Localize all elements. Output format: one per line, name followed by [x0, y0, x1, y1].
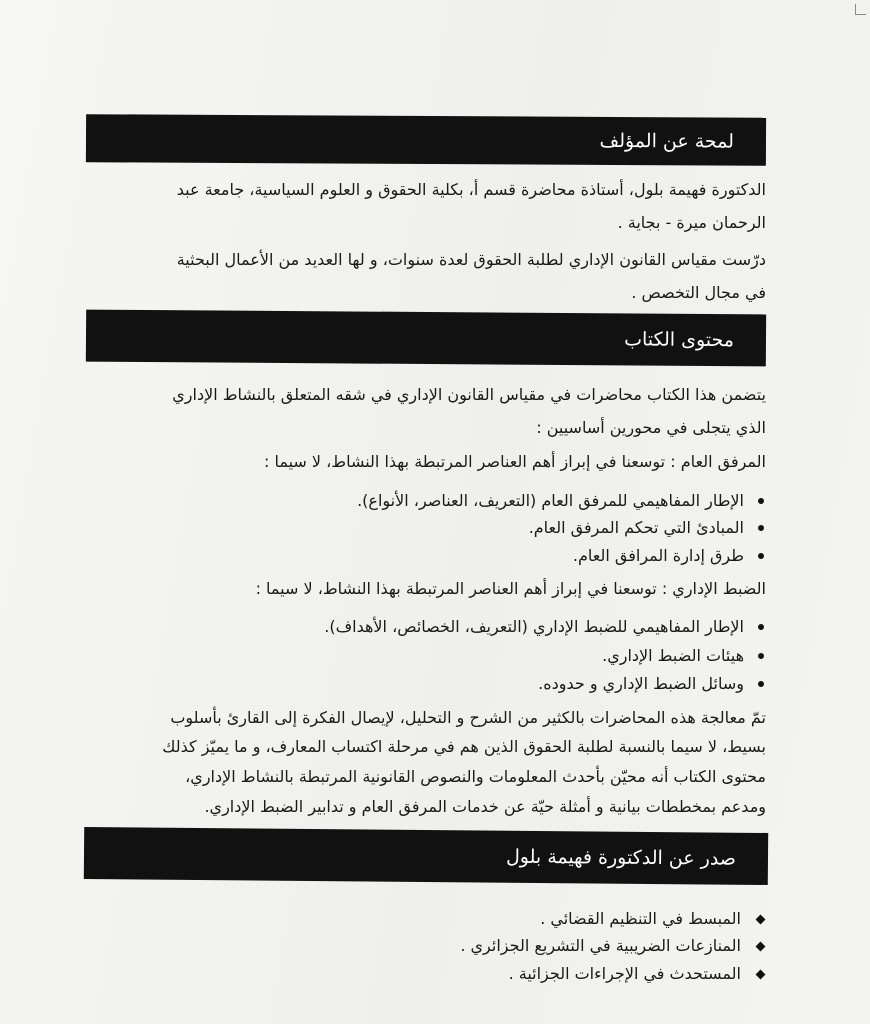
closing-line-1: تمّ معالجة هذه المحاضرات بالكثير من الشرح و التحليل، لإيصال الفكرة إلى القارئ بأسلوب — [170, 708, 766, 727]
content-section-title: محتوى الكتاب — [624, 328, 735, 352]
content-section-header — [86, 310, 766, 367]
author-line-3: درّست مقياس القانون الإداري لطلبة الحقوق لعدة سنوات، و لها العديد من الأعمال البحثية — [176, 250, 766, 269]
list-item: المبسط في التنظيم القضائي . — [540, 906, 766, 932]
list-item: المستحدث في الإجراءات الجزائية . — [509, 961, 766, 987]
bullet-dot-icon — [758, 681, 764, 687]
list-item: طرق إدارة المرافق العام. — [573, 543, 766, 569]
crop-corner-mark — [855, 4, 866, 15]
list-item: الإطار المفاهيمي للمرفق العام (التعريف، العناصر، الأنواع). — [357, 488, 766, 514]
author-section-header — [86, 114, 766, 166]
bullet-diamond-icon — [756, 941, 766, 951]
bullet-dot-icon — [758, 624, 764, 630]
bullet-dot-icon — [758, 653, 764, 659]
list-item: وسائل الضبط الإداري و حدوده. — [538, 671, 766, 697]
bullet-dot-icon — [758, 525, 764, 531]
closing-line-4: ومدعم بمخططات بيانية و أمثلة حيّة عن خدمات المرفق العام و تدابير الضبط الإداري. — [204, 797, 766, 816]
bullet-dot-icon — [758, 553, 764, 559]
axis2-heading: الضبط الإداري : توسعنا في إبراز أهم العناصر المرتبطة بهذا النشاط، لا سيما : — [255, 579, 766, 598]
author-line-2: الرحمان ميرة - بجاية . — [617, 213, 766, 232]
author-line-1: الدكتورة فهيمة بلول، أستاذة محاضرة قسم أ، بكلية الحقوق و العلوم السياسية، جامعة عبد — [176, 180, 766, 199]
closing-line-3: محتوى الكتاب أنه محيّن بأحدث المعلومات والنصوص القانونية المرتبطة بالنشاط الإداري، — [185, 767, 766, 786]
publications-section-header — [84, 827, 768, 885]
author-line-4: في مجال التخصص . — [631, 283, 766, 302]
publications-section-title: صدر عن الدكتورة فهيمة بلول — [505, 845, 737, 870]
bullet-diamond-icon — [756, 969, 766, 979]
bullet-diamond-icon — [756, 914, 766, 924]
list-item: المبادئ التي تحكم المرفق العام. — [529, 515, 766, 541]
axis1-heading: المرفق العام : توسعنا في إبراز أهم العناصر المرتبطة بهذا النشاط، لا سيما : — [263, 452, 766, 471]
author-section-title: لمحة عن المؤلف — [599, 129, 735, 153]
list-item: الإطار المفاهيمي للضبط الإداري (التعريف، الخصائص، الأهداف). — [324, 614, 766, 640]
content-intro-line-1: يتضمن هذا الكتاب محاضرات في مقياس القانون الإداري في شقه المتعلق بالنشاط الإداري — [172, 385, 766, 404]
list-item: هيئات الضبط الإداري. — [602, 643, 766, 669]
bullet-dot-icon — [758, 498, 764, 504]
list-item: المنازعات الضريبية في التشريع الجزائري . — [460, 933, 766, 959]
content-intro-line-2: الذي يتجلى في محورين أساسيين : — [536, 418, 766, 437]
closing-line-2: بسيط، لا سيما بالنسبة لطلبة الحقوق الذين هم في مرحلة اكتساب المعارف، و ما يميّز كذلك — [162, 737, 766, 756]
